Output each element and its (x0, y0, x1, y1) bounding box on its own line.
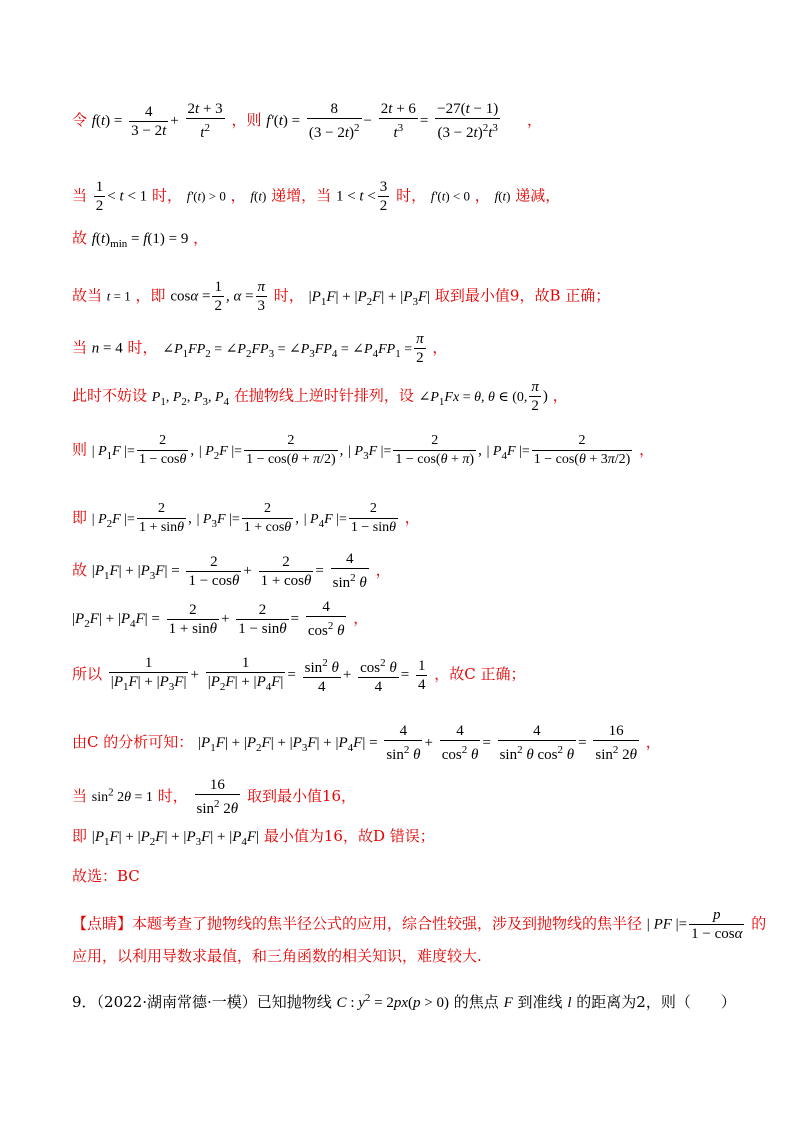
line-3: 故 $f(t)_{min} = f(1) = 9$ ， (72, 229, 209, 250)
line-8: 即 | $P_2F$ |= $\frac{2}{1 + \sin\theta}$ , | $P_3F$ |= $\frac{2}{1 + \cos\theta}$ , | $P_4F$ |= $\frac{2}{1 - \sin\theta}$ ， (72, 501, 420, 535)
line-6: 此时不妨设 $P_1$, $P_2$, $P_3$, $P_4$ 在抛物线上逆时针排列，设 $\angle P_1Fx = \theta$, θ ∈ (0, $\frac{\pi}{2}$ ) ， (72, 379, 568, 414)
line-7: 则 | $P_1F$ |= $\frac{2}{1 - \cos\theta}$ , | $P_2F$ |= $\frac{2}{1 - \cos(\theta + \pi/2)}$ , | $P_3F$ |= $\frac{2}{1 - \cos(\theta + \pi)}$ , | $P_4F$ |= $\frac{2}{1 - \cos(\theta + 3\pi/2)}$ ， (72, 433, 655, 467)
line-9: 故 $|P_1F| + |P_3F|$ = $\frac{2}{1 - \cos\theta}$ + $\frac{2}{1 + \cos\theta}$ = $\frac{4}{\sin^2 \theta}$ ， (72, 551, 391, 591)
formula-f-prime: f′ (266, 113, 274, 129)
line-16: 【点睛】本题考查了抛物线的焦半径公式的应用，综合性较强，涉及到抛物线的焦半径 | PF |= $\frac{p}{1 - \cos\alpha}$ 的 (72, 907, 767, 942)
question-9: 9．（2022·湖南常德·一模）已知抛物线 C : $y^2 = 2px(p > 0)$ 的焦点 F 到准线 l 的距离为2，则（ ） (72, 992, 736, 1011)
line-15: 故选：BC (72, 867, 140, 885)
line-2: 当 $\frac{1}{2}$ < t < 1 时， f′(t) > 0 ， f(t) 递增，当 1 < t < $\frac{3}{2}$ 时， f′(t) < 0 ， f(t) 递减， (72, 179, 561, 214)
line-11: 所以 $\frac{1}{|P_1F| + |P_3F|}$ + $\frac{1}{|P_2F| + |P_4F|}$ = $\frac{\sin^2 \theta}{4}$ + $\frac{\cos^2 \theta}{4}$ = $\frac{1}{4}$ ，故C 正确； (72, 655, 526, 695)
line-4: 故当 t = 1 ，即 cosα = $\frac{1}{2}$ , α = $\frac{\pi}{3}$ 时， $|P_1F| + |P_2F| + |P_3F|$ 取到最小值9，故B 正确； (72, 279, 611, 314)
line-12: 由C 的分析可知： $|P_1F| + |P_2F| + |P_3F| + |P_4F|$ = $\frac{4}{\sin^2 \theta}$ + $\frac{4}{\cos^2 \theta}$ = $\frac{4}{\sin^2 \theta \cos^2 \theta}$ = $\frac{16}{\sin^2 2\theta}$ ， (72, 723, 661, 763)
line-1: 令 f(t) = $\frac{4}{3 - 2t}$ + $\frac{2t + 3}{t^2}$ ，则 f′(t) = $\frac{8}{(3 - 2t)^2}$ − $\frac{2t + 6}{t^3}$ = $\frac{-27(t - 1)}{(3 - 2t)^2t^3}$ ， (72, 101, 543, 141)
formula-f-t: f (91, 113, 96, 129)
line-10: $|P_2F| + |P_4F|$ = $\frac{2}{1 + \sin\theta}$ + $\frac{2}{1 - \sin\theta}$ = $\frac{4}{\cos^2 \theta}$ ， (72, 599, 369, 639)
line-17: 应用，以利用导数求最值，和三角函数的相关知识，难度较大. (72, 947, 482, 965)
line-13: 当 $\sin^2 2\theta = 1$ 时， $\frac{16}{\sin^2 2\theta}$ 取到最小值16， (72, 777, 357, 817)
line-14: 即 $|P_1F| + |P_2F| + |P_3F| + |P_4F|$ 最小值为16，故D 错误； (72, 827, 435, 848)
line-5: 当 n = 4 时， $\angle P_1FP_2$ = $\angle P_2FP_3$ = $\angle P_3FP_4$ = $\angle P_4FP_1$ = $\frac{\pi}{2}$ ， (72, 331, 448, 366)
